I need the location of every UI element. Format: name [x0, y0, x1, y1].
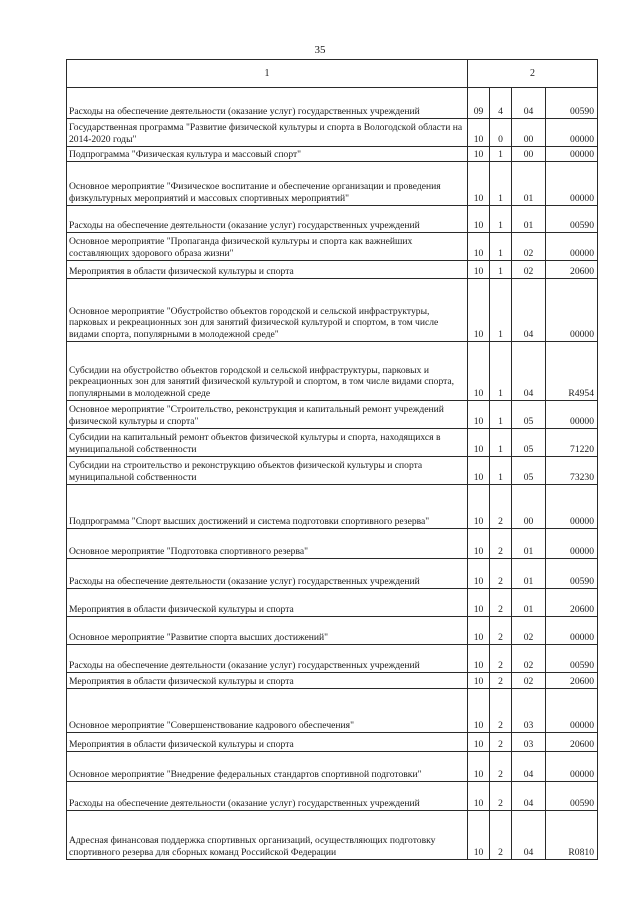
code-direction: 00590 — [546, 645, 598, 673]
code-direction: 00000 — [546, 617, 598, 645]
code-direction: 20600 — [546, 673, 598, 689]
code-event: 05 — [512, 429, 546, 457]
code-direction: 00000 — [546, 279, 598, 342]
code-event: 01 — [512, 559, 546, 589]
table-row — [67, 673, 598, 689]
table-row — [67, 782, 598, 811]
code-section: 10 — [468, 261, 490, 279]
code-section: 10 — [468, 401, 490, 429]
code-direction: 20600 — [546, 733, 598, 752]
row-description: Подпрограмма "Физическая культура и массовый спорт" — [67, 147, 468, 162]
code-event: 02 — [512, 645, 546, 673]
table-row — [67, 401, 598, 429]
code-direction: 00000 — [546, 119, 598, 147]
code-subprogram: 2 — [490, 673, 512, 689]
code-subprogram: 1 — [490, 279, 512, 342]
code-direction: 73230 — [546, 457, 598, 485]
table-row — [67, 119, 598, 147]
row-description: Расходы на обеспечение деятельности (оказание услуг) государственных учреждений — [67, 782, 468, 811]
row-description: Государственная программа "Развитие физической культуры и спорта в Вологодской области на 2014-2020 годы" — [67, 119, 468, 147]
code-event: 05 — [512, 401, 546, 429]
code-subprogram: 1 — [490, 206, 512, 233]
row-description: Мероприятия в области физической культуры и спорта — [67, 589, 468, 617]
code-direction: 00590 — [546, 559, 598, 589]
code-direction: 71220 — [546, 429, 598, 457]
code-direction: 00590 — [546, 88, 598, 119]
code-direction: 00000 — [546, 147, 598, 162]
row-description: Основное мероприятие "Физическое воспитание и обеспечение организации и проведения физкультурных мероприятий и массовых спортивных мероприятий" — [67, 162, 468, 206]
budget-table — [66, 59, 598, 860]
header-column-1: 1 — [67, 60, 468, 88]
code-section: 10 — [468, 457, 490, 485]
row-description: Субсидии на обустройство объектов городской и сельской инфраструктуры, парковых и рекреационных зон для занятий физической культурой и спортом, в том числе видами спорта, популярными в молодежной среде — [67, 342, 468, 401]
code-event: 02 — [512, 673, 546, 689]
code-direction: 00590 — [546, 206, 598, 233]
table-row — [67, 162, 598, 206]
code-event: 02 — [512, 261, 546, 279]
code-section: 10 — [468, 589, 490, 617]
code-subprogram: 2 — [490, 645, 512, 673]
code-direction: 00590 — [546, 782, 598, 811]
table-row — [67, 233, 598, 261]
code-event: 04 — [512, 811, 546, 860]
code-section: 10 — [468, 752, 490, 782]
code-event: 04 — [512, 88, 546, 119]
code-direction: 00000 — [546, 162, 598, 206]
code-subprogram: 1 — [490, 147, 512, 162]
row-description: Расходы на обеспечение деятельности (оказание услуг) государственных учреждений — [67, 206, 468, 233]
code-subprogram: 2 — [490, 811, 512, 860]
table-row — [67, 457, 598, 485]
code-section: 10 — [468, 733, 490, 752]
table-row — [67, 733, 598, 752]
table-row — [67, 342, 598, 401]
code-direction: 20600 — [546, 261, 598, 279]
code-subprogram: 2 — [490, 529, 512, 559]
code-section: 10 — [468, 233, 490, 261]
code-subprogram: 2 — [490, 559, 512, 589]
code-event: 01 — [512, 162, 546, 206]
table-body — [67, 88, 598, 860]
code-subprogram: 1 — [490, 429, 512, 457]
code-event: 00 — [512, 485, 546, 529]
code-subprogram: 2 — [490, 617, 512, 645]
code-direction: 00000 — [546, 689, 598, 733]
table-row — [67, 589, 598, 617]
code-event: 02 — [512, 233, 546, 261]
table-row — [67, 559, 598, 589]
code-event: 01 — [512, 206, 546, 233]
code-subprogram: 1 — [490, 261, 512, 279]
code-event: 02 — [512, 617, 546, 645]
table-row — [67, 752, 598, 782]
code-section: 10 — [468, 279, 490, 342]
row-description: Основное мероприятие "Подготовка спортивного резерва" — [67, 529, 468, 559]
code-subprogram: 1 — [490, 162, 512, 206]
row-description: Расходы на обеспечение деятельности (оказание услуг) государственных учреждений — [67, 559, 468, 589]
row-description: Расходы на обеспечение деятельности (оказание услуг) государственных учреждений — [67, 645, 468, 673]
table-row — [67, 617, 598, 645]
table-row — [67, 529, 598, 559]
row-description: Основное мероприятие "Пропаганда физической культуры и спорта как важнейших составляющих здорового образа жизни" — [67, 233, 468, 261]
code-subprogram: 2 — [490, 689, 512, 733]
code-event: 04 — [512, 782, 546, 811]
code-subprogram: 2 — [490, 589, 512, 617]
row-description: Субсидии на строительство и реконструкцию объектов физической культуры и спорта муниципальной собственности — [67, 457, 468, 485]
table-row — [67, 147, 598, 162]
code-section: 09 — [468, 88, 490, 119]
table-row — [67, 429, 598, 457]
code-event: 01 — [512, 589, 546, 617]
code-direction: 00000 — [546, 233, 598, 261]
table-header-row — [67, 60, 598, 88]
code-event: 03 — [512, 733, 546, 752]
code-subprogram: 1 — [490, 457, 512, 485]
code-section: 10 — [468, 147, 490, 162]
code-direction: R4954 — [546, 342, 598, 401]
code-section: 10 — [468, 485, 490, 529]
header-column-2: 2 — [468, 60, 598, 88]
code-event: 04 — [512, 752, 546, 782]
code-section: 10 — [468, 206, 490, 233]
code-event: 01 — [512, 529, 546, 559]
code-event: 00 — [512, 119, 546, 147]
row-description: Адресная финансовая поддержка спортивных организаций, осуществляющих подготовку спортивного резерва для сборных команд Российской Федерации — [67, 811, 468, 860]
row-description: Основное мероприятие "Внедрение федеральных стандартов спортивной подготовки" — [67, 752, 468, 782]
code-subprogram: 1 — [490, 401, 512, 429]
code-section: 10 — [468, 645, 490, 673]
code-subprogram: 4 — [490, 88, 512, 119]
code-section: 10 — [468, 119, 490, 147]
code-event: 04 — [512, 342, 546, 401]
code-event: 04 — [512, 279, 546, 342]
table-row — [67, 206, 598, 233]
code-subprogram: 2 — [490, 733, 512, 752]
code-section: 10 — [468, 529, 490, 559]
code-section: 10 — [468, 689, 490, 733]
table-row — [67, 811, 598, 860]
row-description: Мероприятия в области физической культуры и спорта — [67, 261, 468, 279]
code-subprogram: 1 — [490, 233, 512, 261]
row-description: Мероприятия в области физической культуры и спорта — [67, 673, 468, 689]
row-description: Основное мероприятие "Обустройство объектов городской и сельской инфраструктуры, парковых и рекреационных зон для занятий физической культурой и спортом, в том числе видами спорта, популярными в молодежной среде" — [67, 279, 468, 342]
code-subprogram: 0 — [490, 119, 512, 147]
code-direction: R0810 — [546, 811, 598, 860]
code-event: 00 — [512, 147, 546, 162]
code-section: 10 — [468, 811, 490, 860]
page-number: 35 — [314, 44, 326, 56]
code-section: 10 — [468, 673, 490, 689]
code-section: 10 — [468, 162, 490, 206]
table-row — [67, 485, 598, 529]
row-description: Мероприятия в области физической культуры и спорта — [67, 733, 468, 752]
code-event: 03 — [512, 689, 546, 733]
code-subprogram: 2 — [490, 485, 512, 529]
code-direction: 00000 — [546, 485, 598, 529]
code-section: 10 — [468, 429, 490, 457]
row-description: Субсидии на капитальный ремонт объектов физической культуры и спорта, находящихся в муниципальной собственности — [67, 429, 468, 457]
table-row — [67, 88, 598, 119]
code-direction: 20600 — [546, 589, 598, 617]
code-section: 10 — [468, 782, 490, 811]
code-subprogram: 1 — [490, 342, 512, 401]
row-description: Подпрограмма "Спорт высших достижений и система подготовки спортивного резерва" — [67, 485, 468, 529]
table-row — [67, 689, 598, 733]
code-section: 10 — [468, 617, 490, 645]
table-row — [67, 279, 598, 342]
code-subprogram: 2 — [490, 782, 512, 811]
row-description: Основное мероприятие "Строительство, реконструкция и капитальный ремонт учреждений физической культуры и спорта" — [67, 401, 468, 429]
code-section: 10 — [468, 559, 490, 589]
row-description: Основное мероприятие "Совершенствование кадрового обеспечения" — [67, 689, 468, 733]
code-direction: 00000 — [546, 529, 598, 559]
code-subprogram: 2 — [490, 752, 512, 782]
row-description: Расходы на обеспечение деятельности (оказание услуг) государственных учреждений — [67, 88, 468, 119]
code-event: 05 — [512, 457, 546, 485]
code-section: 10 — [468, 342, 490, 401]
code-direction: 00000 — [546, 752, 598, 782]
row-description: Основное мероприятие "Развитие спорта высших достижений" — [67, 617, 468, 645]
table-row — [67, 261, 598, 279]
table-row — [67, 645, 598, 673]
code-direction: 00000 — [546, 401, 598, 429]
